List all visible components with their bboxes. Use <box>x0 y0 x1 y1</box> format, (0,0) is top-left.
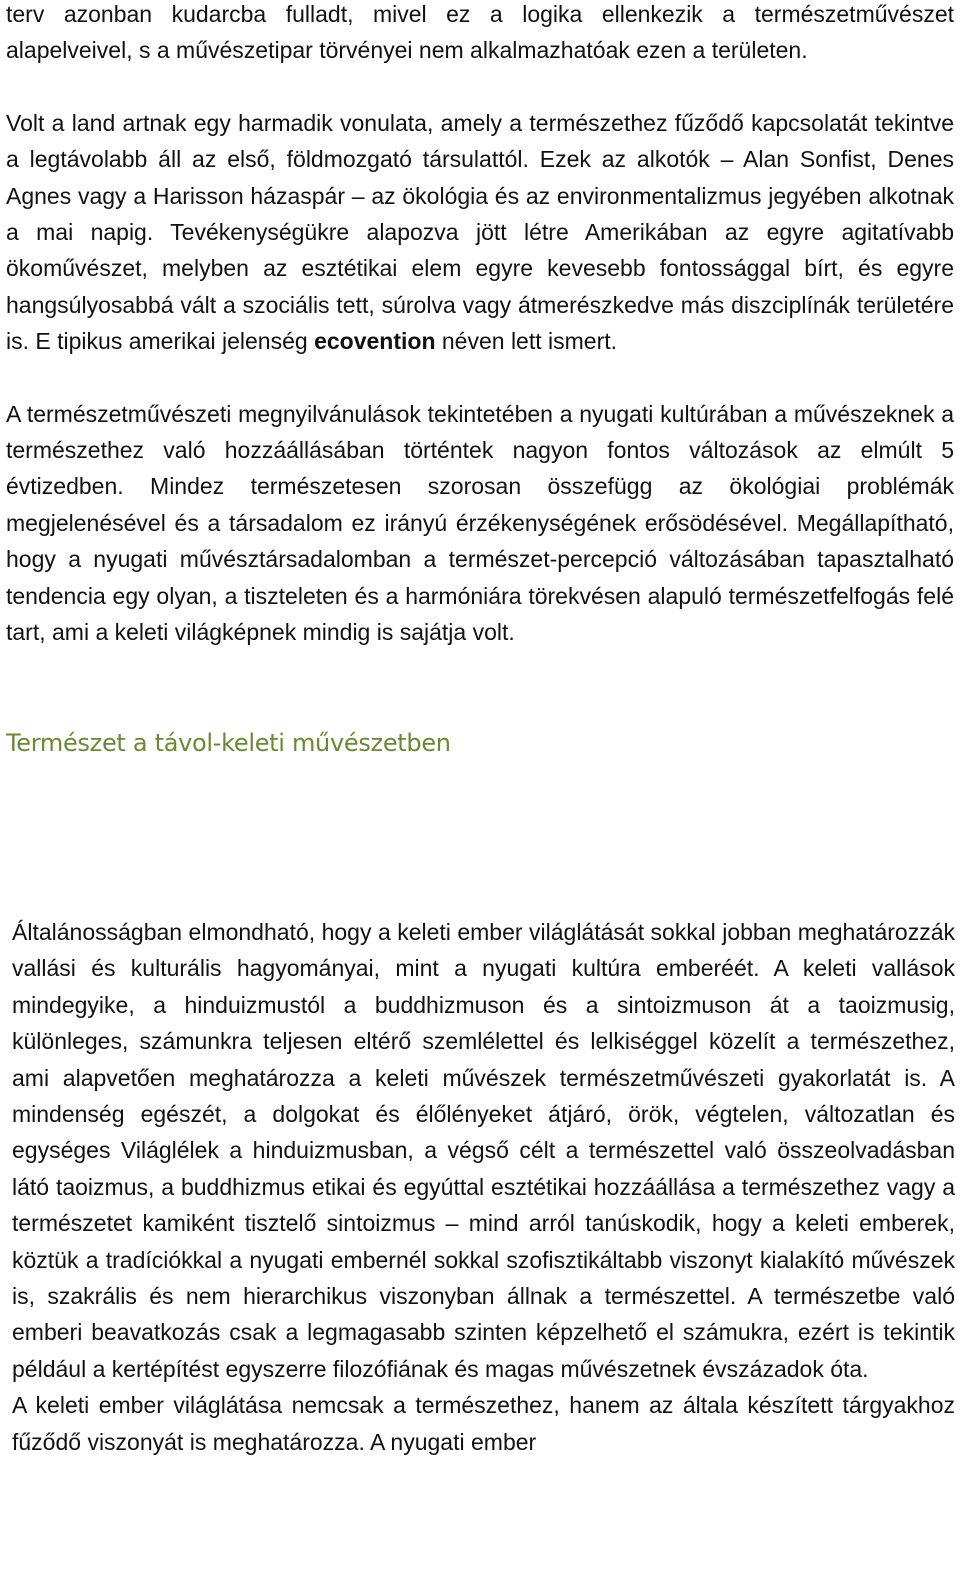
paragraph-2-text: Volt a land artnak egy harmadik vonulata, amely a természethez fűződő kapcsolatát tekintve a legtávolabb áll az első, földmozgató társulattól. Ezek az alkotók – Alan Sonfist, Denes Agnes vagy a Harisson házaspár – az ökológia és az environmentalizmus jegyében alkotnak a mai napig. Tevékenységükre alapozva jött létre Amerikában az egyre agitatívabb ökoművészet, melyben az esztétikai elem egyre kevesebb fontossággal bírt, és egyre hangsúlyosabbá vált a szociális tett, súrolva vagy átmerészkedve más diszciplínák területére is. E tipikus amerikai jelenség <box>6 109 954 355</box>
document-page <box>6 0 954 763</box>
paragraph-1: terv azonban kudarcba fulladt, mivel ez a logika ellenkezik a természetművészet alapelveivel, s a művészetipar törvényei nem alkalmazhatóak ezen a területen. <box>6 1 954 64</box>
paragraph-3: A természetművészeti megnyilvánulások tekintetében a nyugati kultúrában a művészeknek a természethez való hozzáállásában történtek nagyon fontos változások az elmúlt 5 évtizedben. Mindez természetesen szorosan összefügg az ökológiai problémák megjelenésével és a társadalom ez irányú érzékenységének erősödésével. Megállapítható, hogy a nyugati művésztársadalomban a természet-percepció változásában tapasztalható tendencia egy olyan, a tiszteleten és a harmóniára törekvésen alapuló természetfelfogás felé tart, ami a keleti világképnek mindig is sajátja volt. <box>6 400 954 646</box>
ecovention-term: ecovention <box>314 328 436 355</box>
paragraph-5: A keleti ember világlátása nemcsak a természethez, hanem az általa készített tárgyakhoz fűződő viszonyát is meghatározza. A nyugati ember <box>12 1392 955 1455</box>
paragraph-2-end: néven lett ismert. <box>435 328 618 355</box>
section-body <box>12 914 955 1460</box>
section-heading: Természet a távol-keleti művészetben <box>6 728 451 757</box>
paragraph-2 <box>6 105 954 360</box>
paragraph-4: Általánosságban elmondható, hogy a keleti ember világlátását sokkal jobban meghatározzák vallási és kulturális hagyományai, mint a nyugati kultúra emberéét. A keleti vallások mindegyike, a hinduizmustól a buddhizmuson és a sintoizmuson át a taoizmusig, különleges, számunkra teljesen eltérő szemlélettel és lelkiséggel közelít a természethez, ami alapvetően meghatározza a keleti művészek természetművészeti gyakorlatát is. A mindenség egészét, a dolgokat és élőlényeket átjáró, örök, végtelen, változatlan és egységes Világlélek a hinduizmusban, a végső célt a természettel való összeolvadásban látó taoizmus, a buddhizmus etikai és egyúttal esztétikai hozzáállása a természethez vagy a természetet kamiként tisztelő sintoizmus – mind arról tanúskodik, hogy a keleti emberek, köztük a tradíciókkal a nyugati embernél sokkal szofisztikáltabb viszonyt kialakító művészek is, szakrális és nem hierarchikus viszonyban állnak a természettel. A természetbe való emberi beavatkozás csak a legmagasabb szinten képzelhető el számukra, ezért is tekintik például a kertépítést egyszerre filozófiának és magas művészetnek évszázadok óta. <box>12 919 955 1382</box>
